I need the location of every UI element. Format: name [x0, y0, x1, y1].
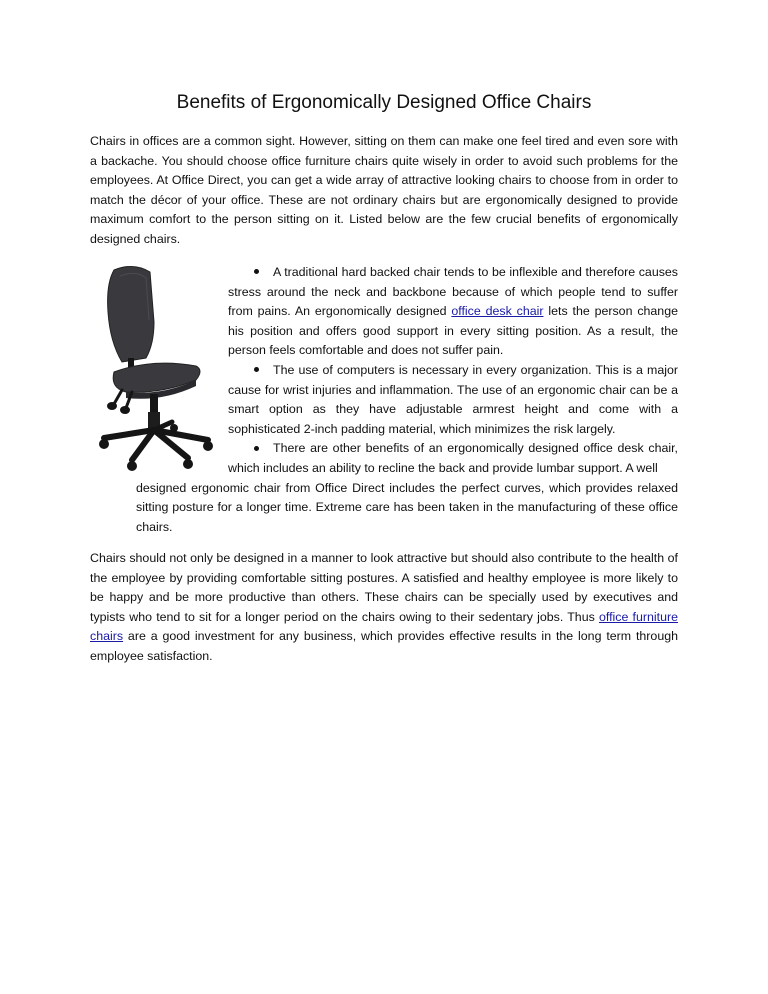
bullet-text-continued: designed ergonomic chair from Office Direct includes the perfect curves, which provides relaxed sitting posture for a longer time. Extreme care has been taken in the manufacturing of these office chairs. — [136, 480, 678, 534]
bullet-icon — [254, 367, 259, 372]
closing-text: Chairs should not only be designed in a manner to look attractive but should also contribute to the health of the employee by providing comfortable sitting postures. A satisfied and healthy employee is more likely to be happy and be more productive than others. These chairs can be specially used by executives and typists who tend to sit for a longer period on the chairs owing to their sedentary jobs. Thus — [90, 551, 678, 624]
benefits-list — [90, 263, 678, 537]
bullet-icon — [254, 446, 259, 451]
closing-text: are a good investment for any business, which provides effective results in the long term through employee satisfaction. — [90, 629, 678, 663]
bullet-icon — [254, 269, 259, 274]
bullet-text: lets the person change his position and offers good support in every sitting position. As a result, the person feels comfortable and does not suffer pain. — [228, 304, 678, 358]
office-desk-chair-link[interactable]: office desk chair — [451, 304, 544, 319]
bullet-text: A traditional hard backed chair tends to be inflexible and therefore causes stress around the neck and backbone because of which people tend to suffer from pains. An ergonomically designed — [228, 265, 678, 319]
list-item — [90, 361, 678, 439]
office-furniture-chairs-link[interactable]: office furniture chairs — [90, 609, 678, 644]
closing-paragraph — [90, 549, 678, 667]
list-item — [90, 439, 678, 537]
page-title: Benefits of Ergonomically Designed Office Chairs — [176, 92, 592, 113]
list-item — [90, 263, 678, 361]
bullet-text: There are other benefits of an ergonomically designed office desk chair, which includes an ability to recline the back and provide lumbar support. A well — [228, 441, 678, 475]
bullet-text: The use of computers is necessary in every organization. This is a major cause for wrist injuries and inflammation. The use of an ergonomic chair can be a smart option as they have adjustable armrest height and come with a sophisticated 2-inch padding material, which minimizes the risk largely. — [228, 362, 678, 436]
intro-paragraph: Chairs in offices are a common sight. However, sitting on them can make one feel tired and even sore with a backache. You should choose office furniture chairs quite wisely in order to avoid such problems for the employees. At Office Direct, you can get a wide array of attractive looking chairs to choose from in order to match the décor of your office. These are not ordinary chairs but are ergonomically designed to provide maximum comfort to the person sitting on it. Listed below are the few crucial benefits of ergonomically designed chairs. — [90, 134, 678, 246]
